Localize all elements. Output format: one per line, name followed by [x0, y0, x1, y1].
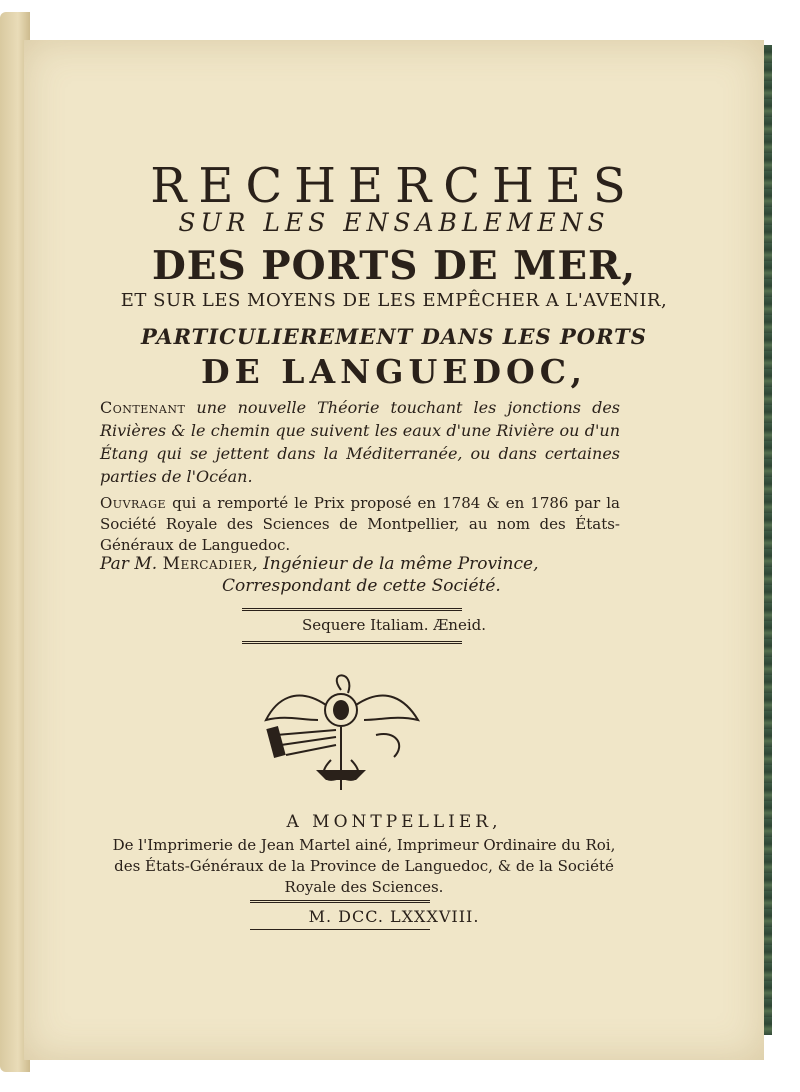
imprint-city: A MONTPELLIER, — [286, 812, 502, 832]
contenant-paragraph — [100, 396, 620, 488]
author-block — [100, 553, 620, 597]
ouvrage-paragraph — [100, 493, 620, 556]
motto: Sequere Italiam. Æneid. — [301, 616, 487, 634]
imprint-line-3: Royale des Sciences. — [284, 878, 444, 896]
imprint-line-2: des États-Généraux de la Province de Languedoc, & de la Société — [114, 857, 614, 875]
motto-rule-top — [242, 608, 462, 611]
title-line-6: DE LANGUEDOC, — [201, 352, 587, 391]
contenant-lead: Contenant — [100, 398, 186, 417]
title-line-5: PARTICULIEREMENT DANS LES PORTS — [141, 324, 647, 349]
date-rule-top — [250, 900, 430, 903]
date-rule-bottom — [250, 929, 430, 930]
imprint-line-1: De l'Imprimerie de Jean Martel ainé, Imprimeur Ordinaire du Roi, — [112, 836, 616, 854]
ouvrage-text: qui a remporté le Prix proposé en 1784 & en 1786 par la Société Royale des Sciences de Montpellier, au nom des États-Généraux de Languedoc. — [100, 494, 620, 554]
motto-rule-bottom — [242, 641, 462, 644]
title-line-4: ET SUR LES MOYENS DE LES EMPÊCHER A L'AVENIR, — [120, 290, 668, 311]
publication-date: M. DCC. LXXXVIII. — [308, 907, 480, 926]
author-title: , Ingénieur de la même Province, — [252, 554, 539, 574]
title-line-2: SUR LES ENSABLEMENS — [178, 208, 610, 237]
ouvrage-lead: Ouvrage — [100, 494, 167, 512]
author-name: Mercadier — [162, 554, 253, 574]
title-line-3: DES PORTS DE MER, — [151, 243, 637, 289]
title-line-1: RECHERCHES — [150, 158, 638, 214]
title-page — [24, 40, 764, 1060]
printer-vignette — [256, 665, 426, 800]
author-correspondent: Correspondant de cette Société. — [222, 576, 501, 596]
author-prefix: Par M. — [100, 554, 158, 574]
contenant-text: une nouvelle Théorie touchant les jonctions des Rivières & le chemin que suivent les eaux d'une Rivière ou d'un Étang qui se jettent dans la Méditerranée, ou dans certaines parties de l'Océan. — [100, 398, 620, 486]
